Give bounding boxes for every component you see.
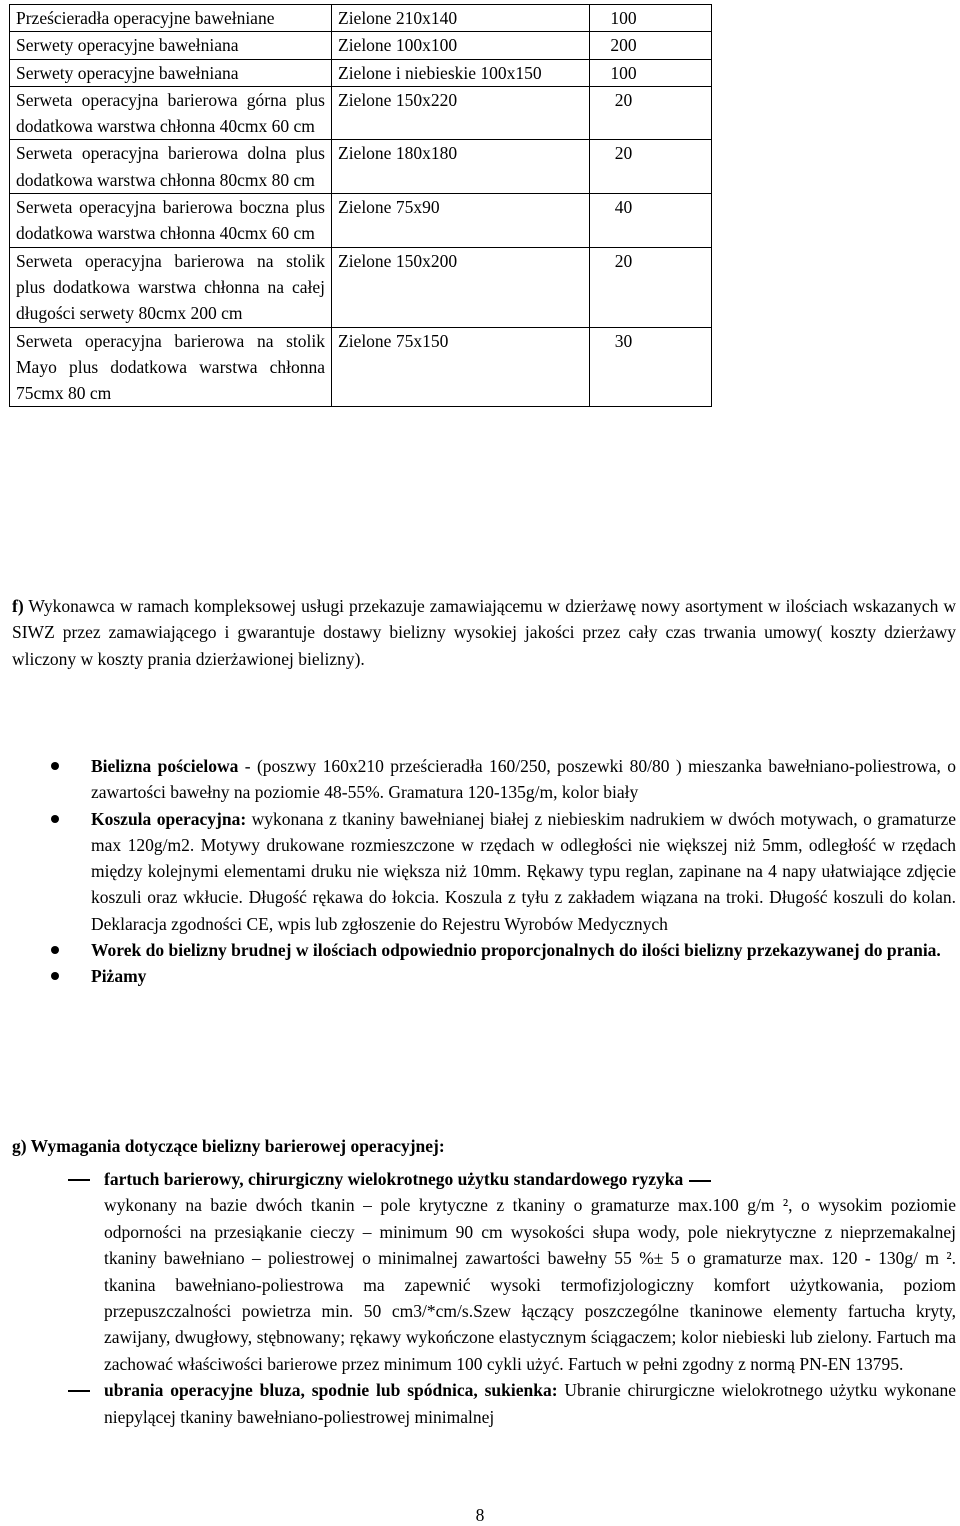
items-table-body — [10, 5, 712, 407]
item-qty-cell: 200 — [590, 32, 712, 59]
bullet-bold: Koszula operacyjna: — [91, 808, 247, 829]
dash-icon — [689, 1180, 711, 1182]
list-item — [0, 806, 956, 937]
item-qty-cell: 100 — [590, 59, 712, 86]
item-spec-cell: Zielone 150x200 — [332, 247, 590, 327]
table-row — [10, 327, 712, 407]
bullet-icon — [51, 946, 59, 954]
item-name-cell: Prześcieradła operacyjne bawełniane — [10, 5, 332, 32]
bullet-icon — [51, 762, 59, 770]
item-spec-cell: Zielone 100x100 — [332, 32, 590, 59]
dash-icon — [68, 1390, 90, 1392]
item-name-cell: Serwety operacyjne bawełniana — [10, 32, 332, 59]
bullet-icon — [51, 815, 59, 823]
item-spec-cell: Zielone 75x150 — [332, 327, 590, 407]
item-spec-cell: Zielone 180x180 — [332, 140, 590, 194]
section-f-label: f) — [12, 596, 24, 616]
item-qty-cell: 20 — [590, 140, 712, 194]
bullet-list — [0, 753, 956, 990]
item-name-cell: Serweta operacyjna barierowa dolna plus dodatkowa warstwa chłonna 80cmx 80 cm — [10, 140, 332, 194]
bullet-bold: Worek do bielizny brudnej w ilościach odpowiednio proporcjonalnych do ilości bielizny przekazywanej do prania. — [91, 940, 941, 961]
bullet-bold: Piżamy — [91, 966, 147, 987]
item-name-cell: Serweta operacyjna barierowa boczna plus dodatkowa warstwa chłonna 40cmx 60 cm — [10, 194, 332, 248]
page-number: 8 — [475, 1505, 485, 1525]
list-item — [0, 937, 956, 963]
dash-item-text: wykonany na bazie dwóch tkanin – pole krytyczne z tkaniny o gramaturze max.100 g/m ², o wysokim poziomie odporności na przesiąkanie cieczy – minimum 90 cm wysokości słupa wody, pole niekrytyczne z nieprzemakalnej tkaniny bawełniano – poliestrowej o minimalnej zawartości bawełny 55 %± 5 o gramaturze max. 120 - 130g/ m ². tkanina bawełniano-poliestrowa ma zapewnić wysoki termofizjologiczny komfort użytkowania, poziom przepuszczalności powietrza min. 50 cm3/*cm/s.Szew łączący poszczególne tkaninowe elementy fartucha kryty, zawijany, dwugłowy, stębnowany; rękawy wykończone elastycznym ściągaczem; kolor niebieski lub zielony. Fartuch ma zachować właściwości barierowe przez minimum 100 cykli użyć. Fartuch w pełni zgodny z normą PN-EN 13795. — [104, 1195, 956, 1374]
item-spec-cell: Zielone 210x140 — [332, 5, 590, 32]
item-qty-cell: 40 — [590, 194, 712, 248]
list-item — [0, 753, 956, 806]
item-qty-cell: 100 — [590, 5, 712, 32]
item-name-cell: Serwety operacyjne bawełniana — [10, 59, 332, 86]
table-row — [10, 32, 712, 59]
table-row — [10, 5, 712, 32]
table-row — [10, 59, 712, 86]
item-name-cell: Serweta operacyjna barierowa na stolik plus dodatkowa warstwa chłonna na całej długości serwety 80cmx 200 cm — [10, 247, 332, 327]
section-g-heading: g) Wymagania dotyczące bielizny barierowej operacyjnej: — [12, 1136, 445, 1156]
table-row — [10, 86, 712, 140]
item-qty-cell: 20 — [590, 247, 712, 327]
bullet-bold: Bielizna pościelowa — [91, 756, 239, 776]
bullet-icon — [51, 972, 59, 980]
section-f-paragraph — [12, 593, 956, 672]
dash-icon — [68, 1179, 90, 1181]
table-row — [10, 194, 712, 248]
item-qty-cell: 20 — [590, 86, 712, 140]
dash-item-bold: fartuch barierowy, chirurgiczny wielokrotnego użytku standardowego ryzyka — [104, 1169, 684, 1189]
item-spec-cell: Zielone 150x220 — [332, 86, 590, 140]
item-name-cell: Serweta operacyjna barierowa górna plus dodatkowa warstwa chłonna 40cmx 60 cm — [10, 86, 332, 140]
list-item — [0, 1166, 956, 1377]
dash-list — [0, 1166, 956, 1430]
section-f-text: Wykonawca w ramach kompleksowej usługi przekazuje zamawiającemu w dzierżawę nowy asortyment w ilościach wskazanych w SIWZ przez zamawiającego i gwarantuje dostawy bielizny wysokiej jakości przez cały czas trwania umowy( koszty dzierżawy wliczony w koszty prania dzierżawionej bielizny). — [12, 596, 956, 669]
list-item — [0, 1377, 956, 1430]
item-spec-cell: Zielone i niebieskie 100x150 — [332, 59, 590, 86]
bullet-text: - (poszwy 160x210 prześcieradła 160/250, poszewki 80/80 ) mieszanka bawełniano-poliestrowa, o zawartości bawełny na poziomie 48-55%. Gramatura 120-135g/m, kolor biały — [91, 756, 956, 803]
bullet-text: wykonana z tkaniny bawełnianej białej z niebieskim nadrukiem w dwóch motywach, o gramaturze max 120g/m2. Motywy drukowane rozmieszczone w rzędach w odległości nie większej niż 5mm, odległość w rzędach między kolejnymi elementami druku nie większa niż 10mm. Rękawy typu reglan, zapinane na 4 napy ułatwiające zdjęcie koszuli oraz wkłucie. Długość rękawa do łokcia. Koszula z tyłu z zakładem wiązana na troki. Długość koszuli do kolan. Deklaracja zgodności CE, wpis lub zgłoszenie do Rejestru Wyrobów Medycznych — [91, 808, 956, 934]
dash-item-text: Ubranie chirurgiczne wielokrotnego użytku wykonane niepylącej tkaniny bawełniano-poliestrowej minimalnej — [104, 1380, 956, 1427]
items-table — [9, 4, 712, 407]
dash-item-bold: ubrania operacyjne bluza, spodnie lub spódnica, sukienka: — [104, 1380, 558, 1401]
item-qty-cell: 30 — [590, 327, 712, 407]
table-row — [10, 140, 712, 194]
item-name-cell: Serweta operacyjna barierowa na stolik Mayo plus dodatkowa warstwa chłonna 75cmx 80 cm — [10, 327, 332, 407]
list-item — [0, 963, 956, 989]
item-spec-cell: Zielone 75x90 — [332, 194, 590, 248]
table-row — [10, 247, 712, 327]
